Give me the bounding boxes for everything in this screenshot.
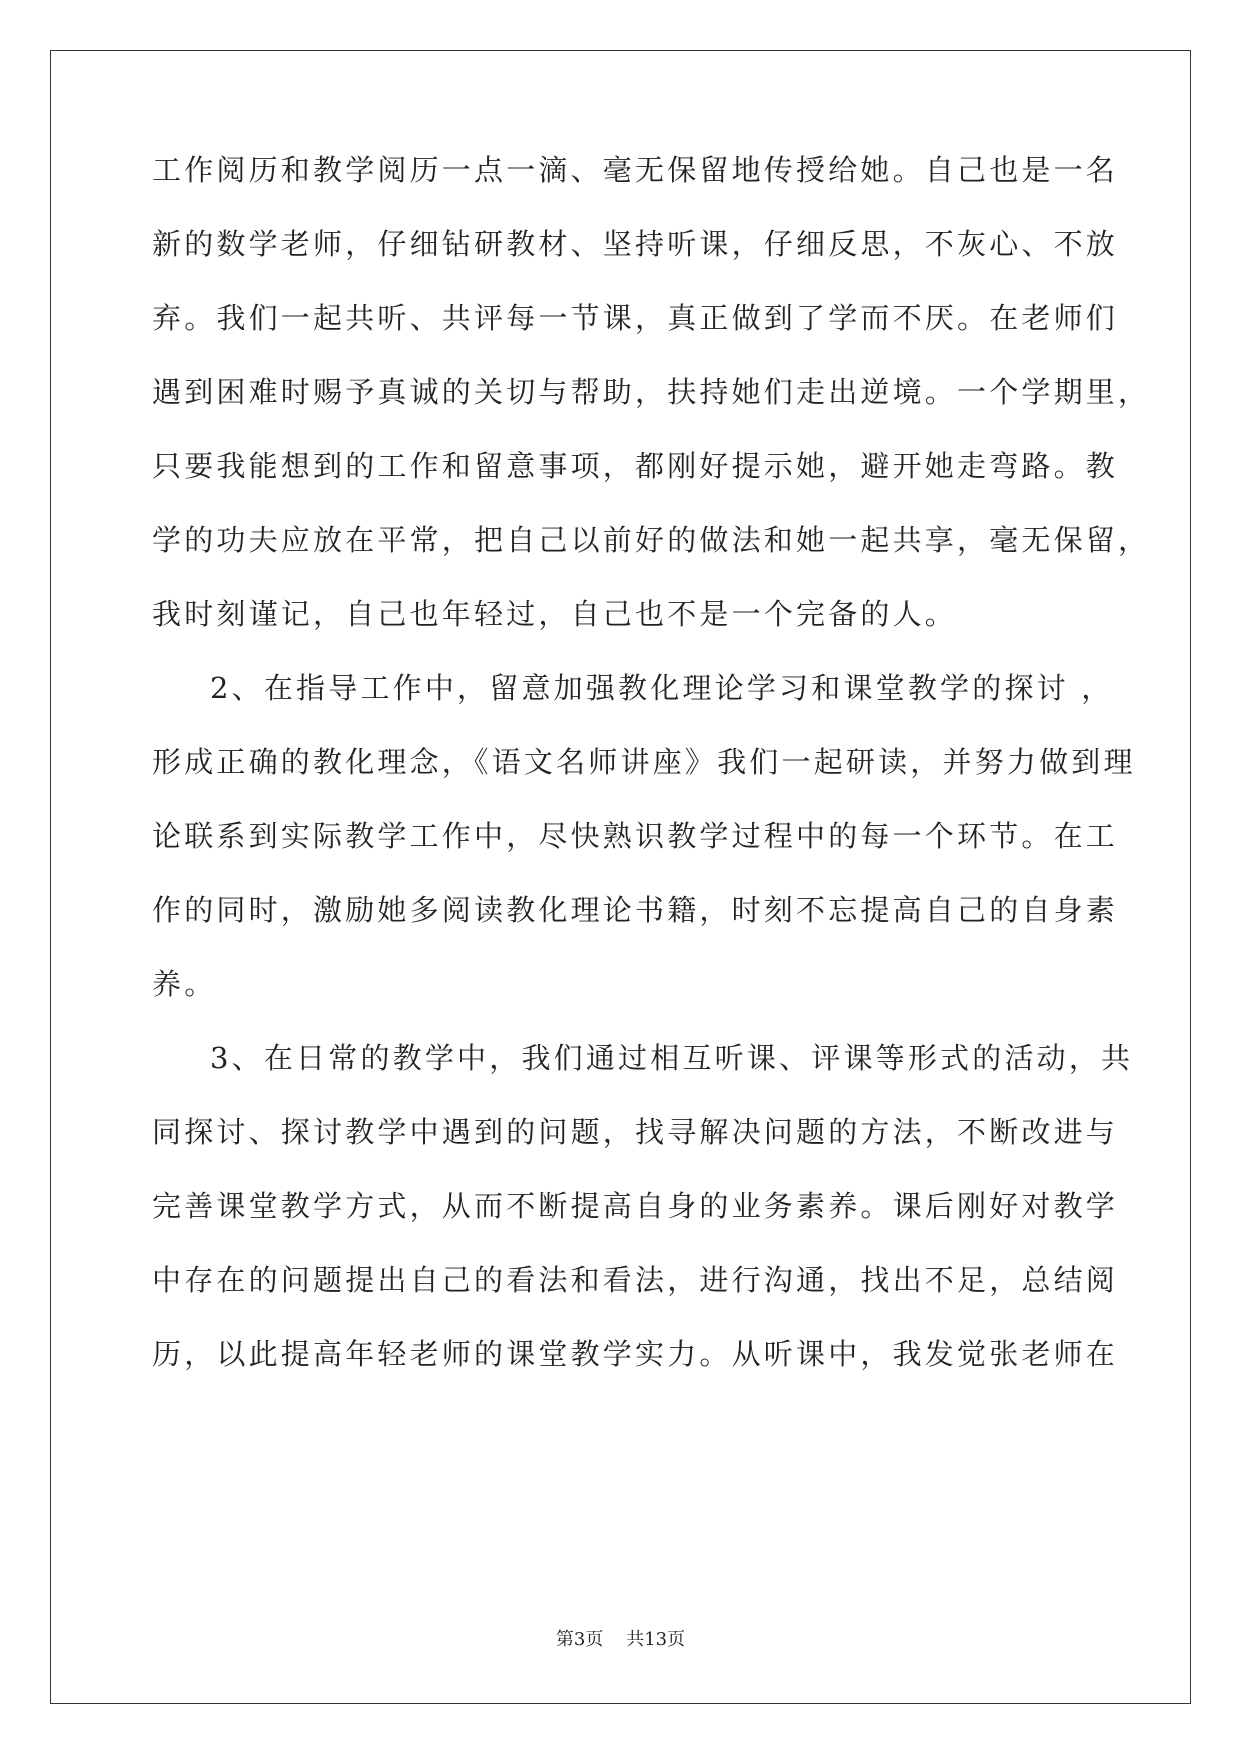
body-line-12: 养。 — [152, 967, 217, 1001]
body-line-2: 新的数学老师，仔细钻研教材、坚持听课，仔细反思，不灰心、不放 — [152, 227, 1119, 261]
page-number: 第3页 — [555, 1629, 604, 1650]
body-line-1: 工作阅历和教学阅历一点一滴、毫无保留地传授给她。自己也是一名 — [152, 153, 1119, 187]
body-line-6: 学的功夫应放在平常，把自己以前好的做法和她一起共享，毫无保留， — [152, 523, 1151, 557]
body-line-7: 我时刻谨记，自己也年轻过，自己也不是一个完备的人。 — [152, 597, 958, 631]
body-line-14: 同探讨、探讨教学中遇到的问题，找寻解决问题的方法，不断改进与 — [152, 1115, 1119, 1149]
body-line-16: 中存在的问题提出自己的看法和看法，进行沟通，找出不足，总结阅 — [152, 1263, 1119, 1297]
body-line-3: 弃。我们一起共听、共评每一节课，真正做到了学而不厌。在老师们 — [152, 301, 1119, 335]
total-pages: 共13页 — [626, 1629, 686, 1650]
body-line-11: 作的同时，激励她多阅读教化理论书籍，时刻不忘提高自己的自身素 — [152, 893, 1119, 927]
body-line-4: 遇到困难时赐予真诚的关切与帮助，扶持她们走出逆境。一个学期里， — [152, 375, 1151, 409]
body-line-8: 2、在指导工作中，留意加强教化理论学习和课堂教学的探讨 ， — [210, 671, 1114, 705]
body-line-13: 3、在日常的教学中，我们通过相互听课、评课等形式的活动，共 — [210, 1041, 1134, 1075]
body-line-9: 形成正确的教化理念，《语文名师讲座》我们一起研读，并努力做到理 — [152, 745, 1136, 779]
body-line-10: 论联系到实际教学工作中，尽快熟识教学过程中的每一个环节。在工 — [152, 819, 1119, 853]
page-footer — [0, 1628, 1241, 1652]
body-line-15: 完善课堂教学方式，从而不断提高自身的业务素养。课后刚好对教学 — [152, 1189, 1119, 1223]
body-line-5: 只要我能想到的工作和留意事项，都刚好提示她，避开她走弯路。教 — [152, 449, 1119, 483]
body-line-17: 历，以此提高年轻老师的课堂教学实力。从听课中，我发觉张老师在 — [152, 1337, 1119, 1371]
